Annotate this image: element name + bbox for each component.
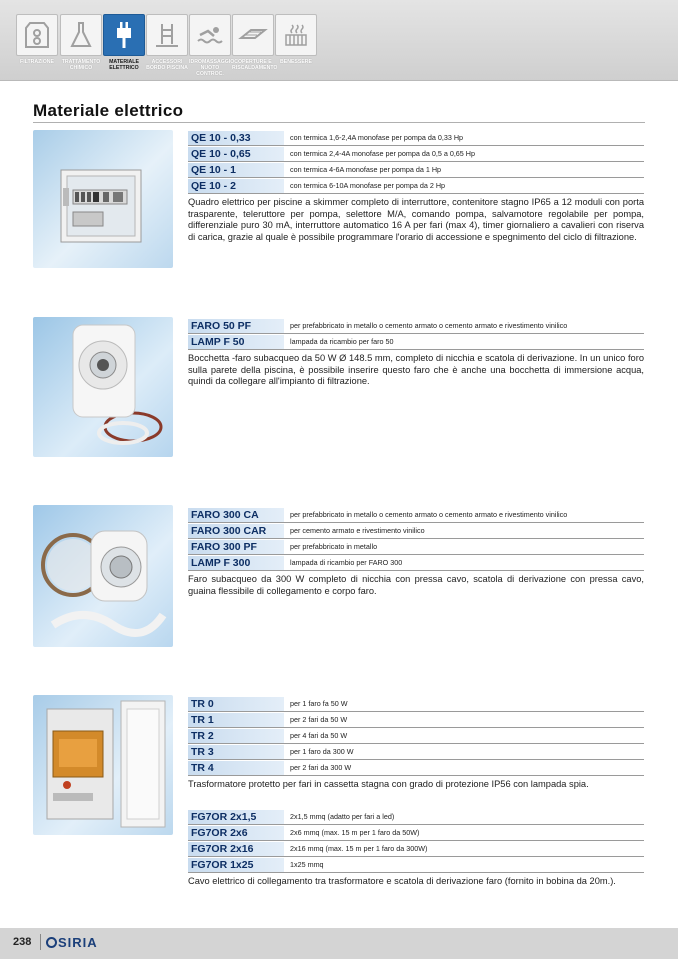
tab-accessori-bordo-piscina[interactable] — [146, 14, 188, 78]
table-row — [188, 825, 644, 841]
cover-icon — [232, 14, 274, 56]
product-spec: con termica 4-6A monofase per pompa da 1 Hp — [290, 165, 442, 174]
product-code: FARO 300 PF — [188, 540, 284, 554]
table-row — [188, 555, 644, 571]
product-spec: lampada di ricambio per FARO 300 — [290, 558, 403, 567]
product-description: Cavo elettrico di collegamento tra trasformatore e scatola di derivazione faro (fornito in bobina da 20m.). — [188, 876, 616, 886]
transformer-image — [33, 695, 173, 835]
pool-ladder-icon — [146, 14, 188, 56]
product-spec: per prefabbricato in metallo o cemento armato o cemento armato e rivestimento vinilico — [290, 321, 568, 330]
tab-filtrazione[interactable] — [16, 14, 58, 78]
product-spec: 2x1,5 mmq (adatto per fari a led) — [290, 812, 395, 821]
product-faro-300 — [188, 507, 644, 597]
product-code: FG7OR 2x16 — [188, 842, 284, 856]
product-code: FG7OR 2x6 — [188, 826, 284, 840]
product-spec: 1x25 mmq — [290, 860, 324, 869]
tab-label: ACCESSORI BORDO PISCINA — [146, 59, 188, 71]
table-row — [188, 507, 644, 523]
category-nav — [0, 0, 678, 81]
table-row — [188, 539, 644, 555]
filter-icon — [16, 14, 58, 56]
product-code: FARO 300 CAR — [188, 524, 284, 538]
plug-icon — [103, 14, 145, 56]
product-spec: per 2 fari da 300 W — [290, 763, 352, 772]
product-code: FARO 50 PF — [188, 319, 284, 333]
product-spec: per 1 faro fa 50 W — [290, 699, 348, 708]
product-spec: con termica 1,6-2,4A monofase per pompa da 0,33 Hp — [290, 133, 464, 142]
product-code: TR 1 — [188, 713, 284, 727]
product-spec: per 4 fari da 50 W — [290, 731, 348, 740]
table-row — [188, 523, 644, 539]
table-row — [188, 696, 644, 712]
product-spec: lampada da ricambio per faro 50 — [290, 337, 394, 346]
light-50-image — [33, 317, 173, 457]
page-number: 238 — [13, 936, 32, 948]
table-row — [188, 712, 644, 728]
table-row — [188, 334, 644, 350]
product-code: TR 2 — [188, 729, 284, 743]
product-faro-50 — [188, 318, 644, 388]
product-spec: con termica 6-10A monofase per pompa da 2 Hp — [290, 181, 446, 190]
table-row — [188, 857, 644, 873]
tab-label: FILTRAZIONE — [20, 59, 54, 65]
table-row — [188, 744, 644, 760]
table-row — [188, 760, 644, 776]
control-panel-image — [33, 130, 173, 268]
table-row — [188, 130, 644, 146]
product-code: TR 4 — [188, 761, 284, 775]
tab-label: COPERTURE E RISCALDAMENTO — [232, 59, 278, 71]
product-spec: per 1 faro da 300 W — [290, 747, 354, 756]
product-code: QE 10 - 2 — [188, 179, 284, 193]
table-row — [188, 728, 644, 744]
footer-divider — [40, 934, 41, 950]
tab-label: MATERIALE ELETTRICO — [109, 59, 139, 71]
tab-trattamento-chimico[interactable] — [60, 14, 102, 78]
sauna-icon — [275, 14, 317, 56]
footer-bar — [0, 928, 678, 959]
tab-label: TRATTAMENTO CHIMICO — [61, 59, 101, 71]
brand-logo — [46, 935, 98, 950]
tab-idromassaggio[interactable] — [189, 14, 235, 78]
product-spec: per cemento armato e rivestimento vinilico — [290, 526, 425, 535]
swimmer-icon — [189, 14, 231, 56]
product-spec: 2x6 mmq (max. 15 m per 1 faro da 50W) — [290, 828, 420, 837]
product-spec: 2x16 mmq (max. 15 m per 1 faro da 300W) — [290, 844, 428, 853]
product-trasformatore — [188, 696, 644, 791]
product-spec: per prefabbricato in metallo o cemento armato o cemento armato e rivestimento vinilico — [290, 510, 568, 519]
tab-materiale-elettrico[interactable] — [103, 14, 145, 78]
light-300-image — [33, 505, 173, 647]
product-code: FG7OR 2x1,5 — [188, 810, 284, 824]
product-spec: per 2 fari da 50 W — [290, 715, 348, 724]
product-code: TR 3 — [188, 745, 284, 759]
tab-label: BENESSERE — [280, 59, 312, 65]
table-row — [188, 841, 644, 857]
logo-ring-icon — [46, 937, 57, 948]
product-spec: per prefabbricato in metallo — [290, 542, 378, 551]
product-code: LAMP F 300 — [188, 556, 284, 570]
product-description: Bocchetta -faro subacqueo da 50 W Ø 148.5 mm, completo di nicchia e scatola di derivazione. In un unico foro sulla parete della piscina, è possibile inserire questo faro che è anche una bocchetta di immersione acqua, quindi da collegare all'impianto di filtrazione. — [188, 353, 644, 386]
product-code: QE 10 - 0,65 — [188, 147, 284, 161]
tab-coperture-riscaldamento[interactable] — [232, 14, 278, 78]
brand-name: SIRIA — [58, 935, 98, 950]
table-row — [188, 146, 644, 162]
product-code: LAMP F 50 — [188, 335, 284, 349]
page-title: Materiale elettrico — [33, 101, 184, 120]
product-cavo — [188, 809, 644, 888]
table-row — [188, 809, 644, 825]
product-code: FG7OR 1x25 — [188, 858, 284, 872]
product-quadro-elettrico — [188, 130, 644, 243]
product-code: QE 10 - 0,33 — [188, 131, 284, 145]
product-description: Trasformatore protetto per fari in cassetta stagna con grado di protezione IP56 con lampada spia. — [188, 779, 589, 789]
product-description: Faro subacqueo da 300 W completo di nicchia con pressa cavo, scatola di derivazione con pressa cavo, guaina flessibile di collegamento e corpo faro. — [188, 574, 644, 596]
product-spec: con termica 2,4-4A monofase per pompa da 0,5 a 0,65 Hp — [290, 149, 475, 158]
tab-benessere[interactable] — [275, 14, 317, 78]
product-description: Quadro elettrico per piscine a skimmer completo di interruttore, contenitore stagno IP65 a 12 moduli con porta trasparente, teleruttore per pompa, selettore M/A, comando pompa, salvamotore regolabile per pompa, differenziale puro 30 mA, interruttore automatico 16 A per fari (max 4), timer giornaliero a cavalieri con riserva di carica, grazie al quale è possibile programmare l'orario di accessione e spegnimento del ciclo di filtrazione. — [188, 197, 644, 242]
title-divider — [33, 122, 645, 123]
table-row — [188, 318, 644, 334]
flask-icon — [60, 14, 102, 56]
product-code: QE 10 - 1 — [188, 163, 284, 177]
tab-label: IDROMASSAGGIO NUOTO CONTROC. — [189, 59, 235, 77]
table-row — [188, 178, 644, 194]
product-code: TR 0 — [188, 697, 284, 711]
product-code: FARO 300 CA — [188, 508, 284, 522]
table-row — [188, 162, 644, 178]
